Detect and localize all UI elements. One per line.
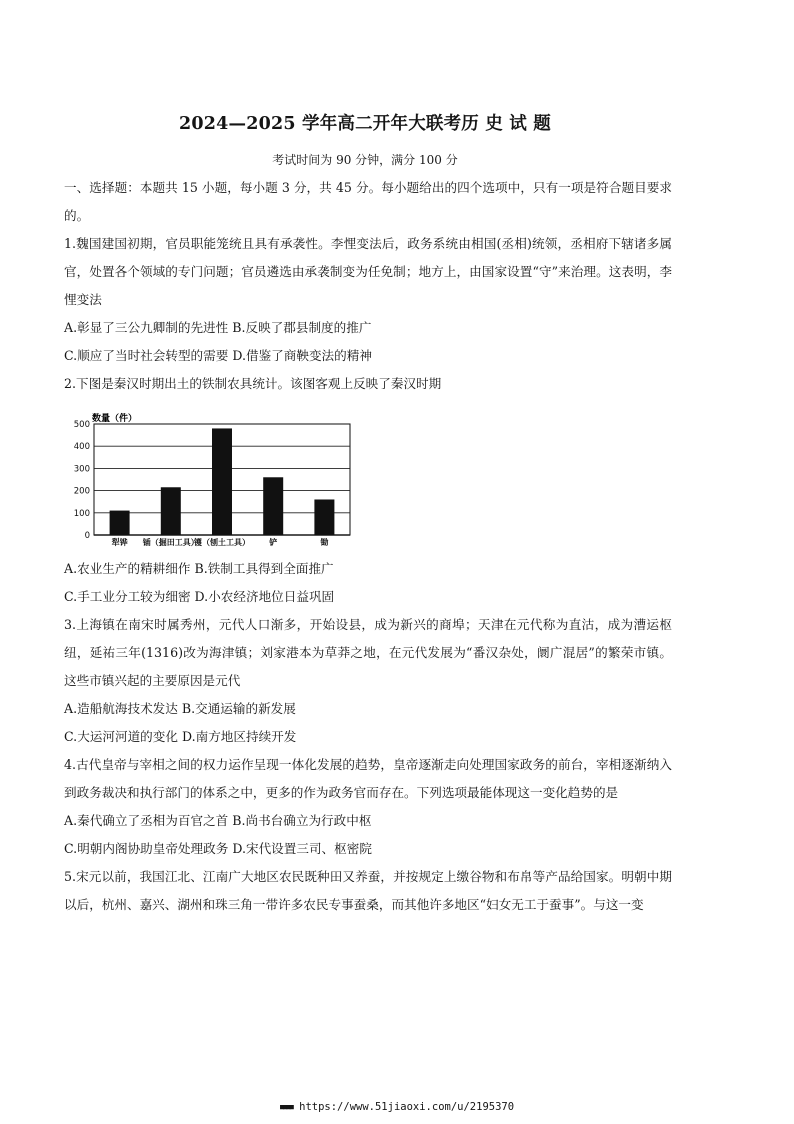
question-1-options-cd: C.顺应了当时社会转型的需要 D.借鉴了商鞅变法的精神: [64, 348, 372, 363]
chart-bar-4: [263, 477, 283, 535]
chart-y-tick-label: 400: [73, 442, 90, 453]
chart-y-tick-label: 500: [73, 420, 90, 430]
question-4-stem: 4.古代皇帝与宰相之间的权力运作呈现一体化发展的趋势，皇帝逐渐走向处理国家政务的前台，宰相逐渐纳入到政务裁决和执行部门的体系之中，更多的作为政务官而存在。下列选项最能体现这一变化趋势的是: [64, 757, 672, 800]
chart-x-category-label: 铲: [269, 538, 278, 547]
chart-x-category-label: 犁铧: [111, 538, 128, 547]
chart-y-tick-label: 300: [73, 464, 90, 475]
question-4-options-cd: C.明朝内阁协助皇帝处理政务 D.宋代设置三司、枢密院: [64, 841, 372, 856]
question-5-stem: 5.宋元以前，我国江北、江南广大地区农民既种田又养蚕，并按规定上缴谷物和布帛等产品给国家。明朝中期以后，杭州、嘉兴、湖州和珠三角一带许多农民专事蚕桑，而其他许多地区“妇女无工于蚕事”。与这一变: [64, 869, 672, 912]
chart-y-tick-label: 100: [73, 508, 90, 519]
chart-x-category-label: 锸（掘田工具）: [142, 538, 199, 547]
exam-subtitle: 考试时间为 90 分钟，满分 100 分: [272, 153, 458, 167]
chart-x-category-label: 锄: [320, 538, 329, 547]
exam-title: 2024—2025 学年高二开年大联考历 史 试 题: [179, 114, 551, 134]
section-heading: 一、选择题：本题共 15 小题，每小题 3 分，共 45 分。每小题给出的四个选项中，只有一项是符合题目要求的。: [64, 180, 672, 223]
page-footer: [0, 1101, 794, 1113]
question-3-options-ab: A.造船航海技术发达 B.交通运输的新发展: [64, 701, 296, 716]
chart-bar-5: [314, 499, 334, 535]
chart-x-category-label: 镬（刨土工具）: [194, 538, 250, 547]
iron-tools-bar-chart: [64, 411, 364, 551]
question-3-stem: 3.上海镇在南宋时属秀州，元代人口渐多，开始设县，成为新兴的商埠；天津在元代称为直沽，成为漕运枢纽，延祐三年(1316)改为海津镇；刘家港本为草莽之地，在元代发展为“番汉杂处，阛广混居”的繁荣市镇。这些市镇兴起的主要原因是元代: [64, 617, 672, 688]
chart-bar-1: [110, 511, 130, 535]
question-2-stem: 2.下图是秦汉时期出土的铁制农具统计。该图客观上反映了秦汉时期: [64, 376, 442, 391]
question-1-options-ab: A.彰显了三公九卿制的先进性 B.反映了郡县制度的推广: [64, 320, 372, 335]
question-1-stem: 1.魏国建国初期，官员职能笼统且具有承袭性。李悝变法后，政务系统由相国(丞相)统领，丞相府下辖诸多属官，处置各个领域的专门问题；官员遴选由承袭制变为任免制；地方上，由国家设置“守”来治理。这表明，李悝变法: [64, 236, 672, 307]
chart-y-tick-label: 200: [73, 486, 90, 497]
question-2-options-ab: A.农业生产的精耕细作 B.铁制工具得到全面推广: [64, 561, 334, 576]
chart-bar-2: [161, 487, 181, 535]
questions-block-lower: [64, 555, 672, 919]
chart-y-axis-label: 数量（件）: [92, 414, 138, 424]
chart-bar-3: [212, 428, 232, 535]
chart-y-tick-label: 0: [84, 531, 90, 541]
question-3-options-cd: C.大运河河道的变化 D.南方地区持续开发: [64, 729, 297, 744]
footer-mark: ■■■■: [279, 1103, 293, 1111]
questions-block-upper: [64, 174, 672, 398]
footer-url[interactable]: https://www.51jiaoxi.com/u/2195370: [299, 1101, 515, 1113]
question-2-options-cd: C.手工业分工较为细密 D.小农经济地位日益巩固: [64, 589, 335, 604]
question-4-options-ab: A.秦代确立了丞相为百官之首 B.尚书台确立为行政中枢: [64, 813, 372, 828]
